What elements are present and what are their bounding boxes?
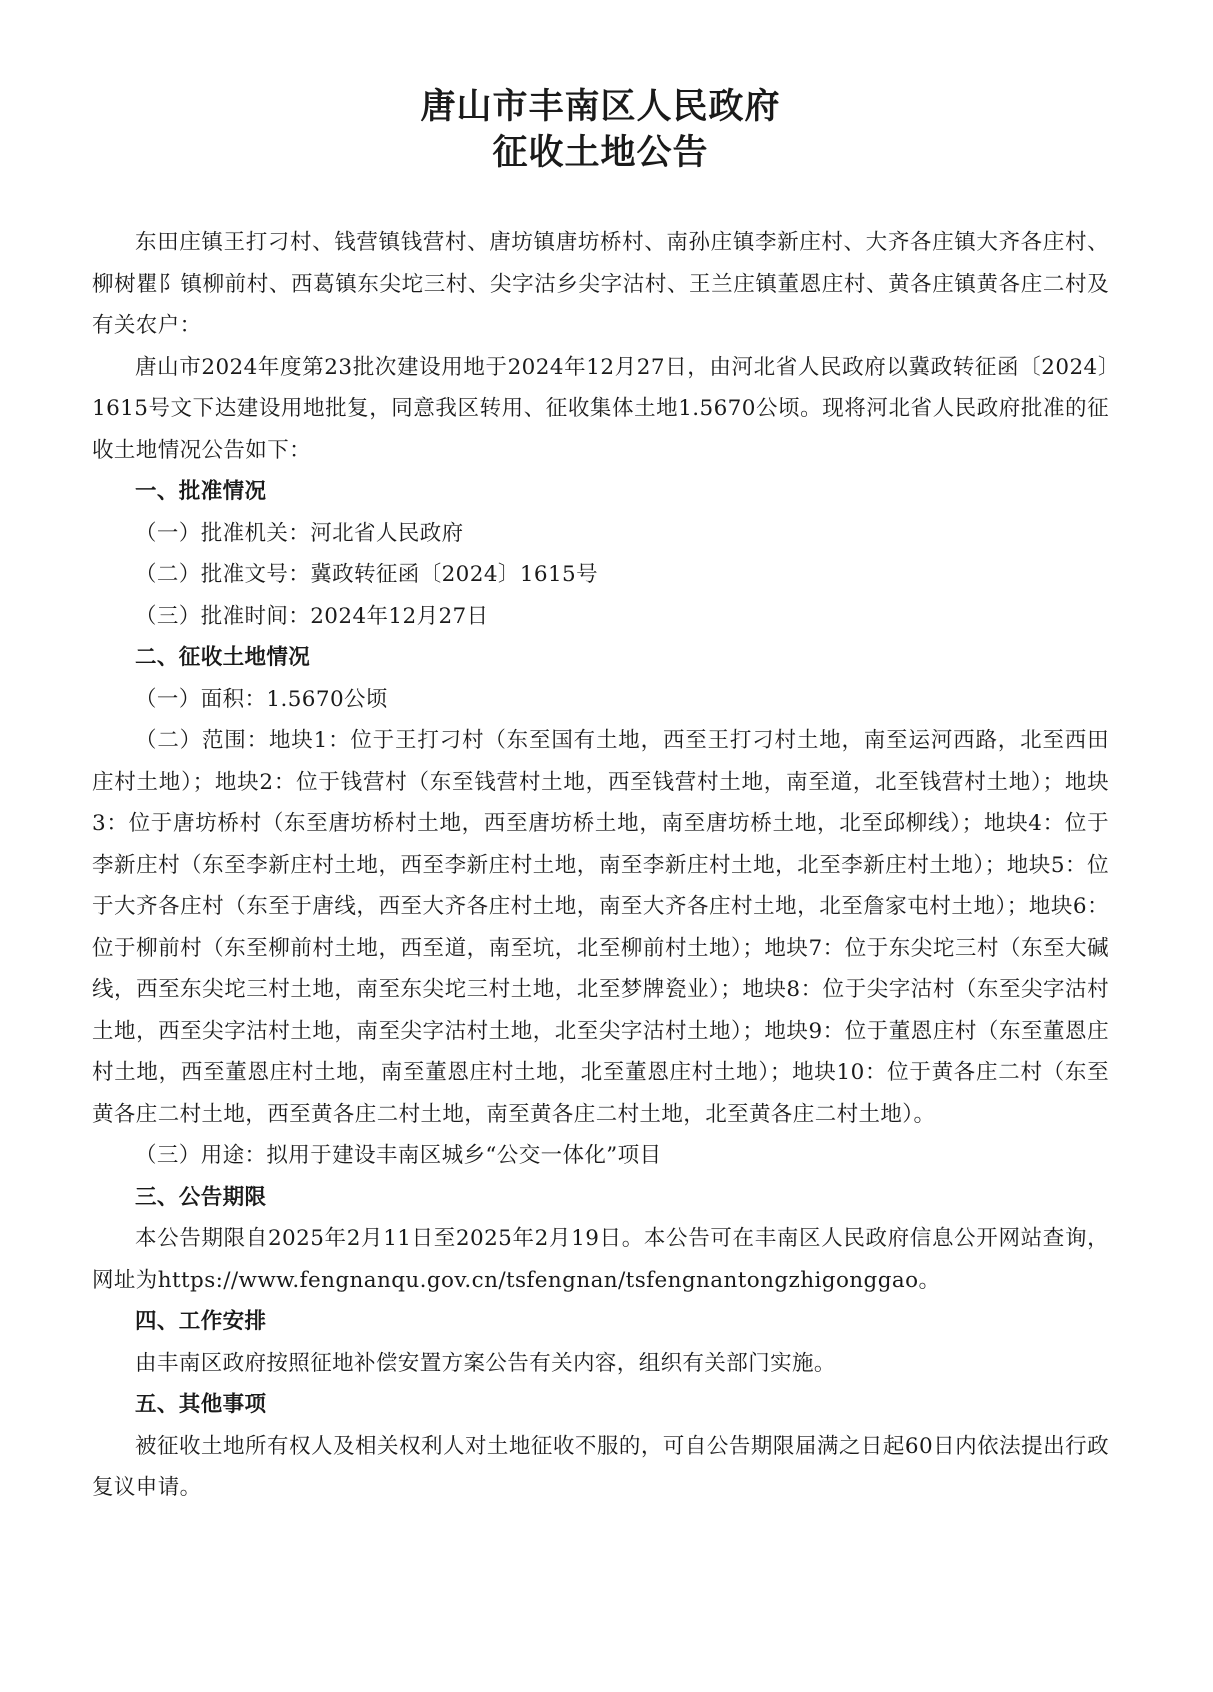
section-2-heading: 二、征收土地情况 [135, 645, 311, 670]
approval-authority: （一）批准机关：河北省人民政府 [135, 520, 464, 546]
intro-paragraph: 唐山市2024年度第23批次建设用地于2024年12月27日，由河北省人民政府以冀政转征函〔2024〕1615号文下达建设用地批复，同意我区转用、征收集体土地1.5670公顷。现将河北省人民政府批准的征收土地情况公告如下： [92, 354, 1109, 463]
document-title [92, 84, 1109, 176]
approval-date: （三）批准时间：2024年12月27日 [135, 603, 489, 629]
land-scope: （二）范围：地块1：位于王打刁村（东至国有土地，西至王打刁村土地，南至运河西路，北至西田庄村土地）；地块2：位于钱营村（东至钱营村土地，西至钱营村土地，南至道，北至钱营村土地）；地块3：位于唐坊桥村（东至唐坊桥村土地，西至唐坊桥土地，南至唐坊桥土地，北至邱柳线）；地块4：位于李新庄村（东至李新庄村土地，西至李新庄村土地，南至李新庄村土地，北至李新庄村土地）；地块5：位于大齐各庄村（东至于唐线，西至大齐各庄村土地，南至大齐各庄村土地，北至詹家屯村土地）；地块6：位于柳前村（东至柳前村土地，西至道，南至坑，北至柳前村土地）；地块7：位于东尖坨三村（东至大碱线，西至东尖坨三村土地，南至东尖坨三村土地，北至梦牌瓷业）；地块8：位于尖字沽村（东至尖字沽村土地，西至尖字沽村土地，南至尖字沽村土地，北至尖字沽村土地）；地块9：位于董恩庄村（东至董恩庄村土地，西至董恩庄村土地，南至董恩庄村土地，北至董恩庄村土地）；地块10：位于黄各庄二村（东至黄各庄二村土地，西至黄各庄二村土地，南至黄各庄二村土地，北至黄各庄二村土地）。 [92, 728, 1109, 1127]
approval-number: （二）批准文号：冀政转征函〔2024〕1615号 [135, 562, 599, 587]
other-matters-text: 被征收土地所有权人及相关权利人对土地征收不服的，可自公告期限届满之日起60日内依法提出行政复议申请。 [92, 1433, 1109, 1500]
title-line-1: 唐山市丰南区人民政府 [420, 86, 781, 127]
notice-period-text: 本公告期限自2025年2月11日至2025年2月19日。本公告可在丰南区人民政府信息公开网站查询，网址为https://www.fengnanqu.gov.cn/tsfengnan/tsfengnantongzhigonggao。 [92, 1226, 1109, 1293]
land-use: （三）用途：拟用于建设丰南区城乡“公交一体化”项目 [135, 1143, 662, 1168]
title-line-2: 征收土地公告 [492, 132, 709, 173]
section-3-heading: 三、公告期限 [135, 1184, 267, 1210]
section-5-heading: 五、其他事项 [135, 1392, 267, 1417]
work-arrangement-text: 由丰南区政府按照征地补偿安置方案公告有关内容，组织有关部门实施。 [135, 1350, 836, 1376]
addressee-paragraph: 东田庄镇王打刁村、钱营镇钱营村、唐坊镇唐坊桥村、南孙庄镇李新庄村、大齐各庄镇大齐各庄村、柳树瞿阝镇柳前村、西葛镇东尖坨三村、尖字沽乡尖字沽村、王兰庄镇董恩庄村、黄各庄镇黄各庄二村及有关农户： [92, 230, 1109, 338]
section-1-heading: 一、批准情况 [135, 479, 267, 504]
land-area: （一）面积：1.5670公顷 [135, 686, 388, 712]
section-4-heading: 四、工作安排 [135, 1309, 267, 1334]
